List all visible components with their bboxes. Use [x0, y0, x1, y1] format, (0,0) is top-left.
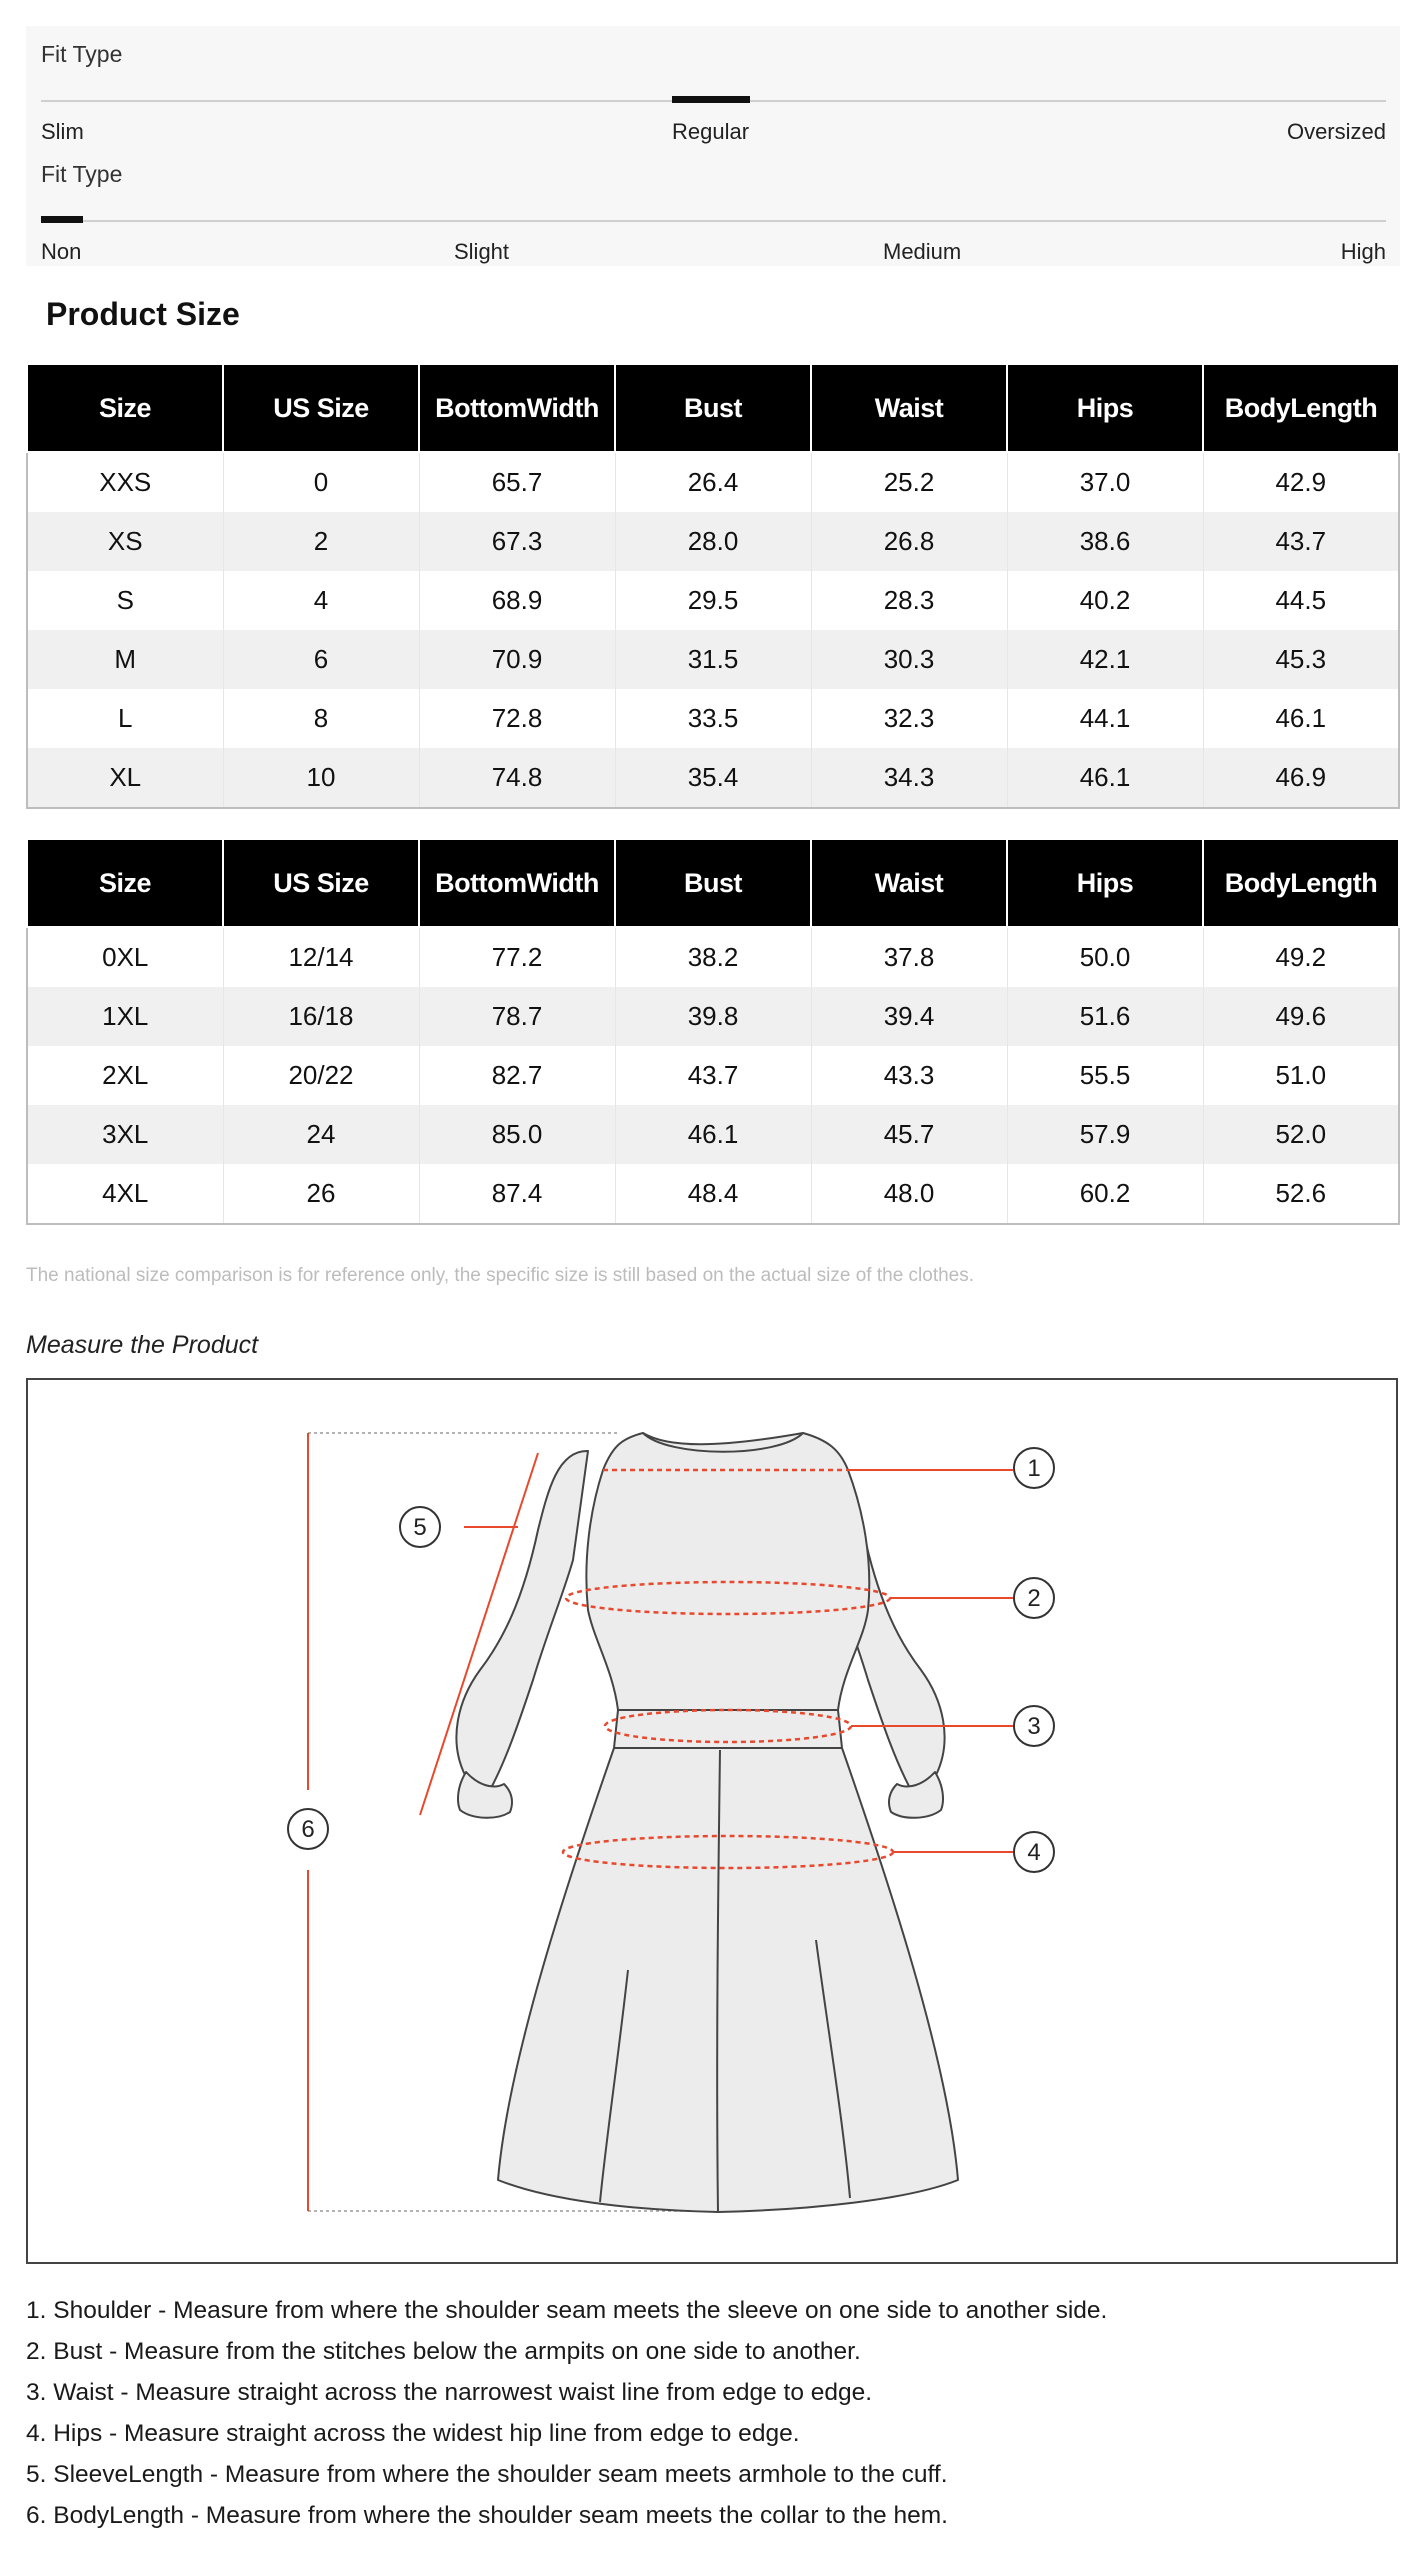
table-cell: 65.7 — [419, 452, 615, 512]
table-cell: 48.4 — [615, 1164, 811, 1224]
table-cell: 82.7 — [419, 1046, 615, 1105]
column-header: BottomWidth — [419, 839, 615, 927]
fit-label-oversized: Oversized — [1286, 119, 1386, 144]
table-cell: 6 — [223, 630, 419, 689]
table-cell: XL — [27, 748, 223, 808]
table-cell: 44.5 — [1203, 571, 1399, 630]
table-row — [27, 1046, 1399, 1105]
table-cell: 51.6 — [1007, 987, 1203, 1046]
table-cell: 85.0 — [419, 1105, 615, 1164]
table-cell: 70.9 — [419, 630, 615, 689]
instruction-body-length: 6. BodyLength - Measure from where the shoulder seam meets the collar to the hem. — [26, 2502, 948, 2529]
table-row — [27, 1164, 1399, 1224]
fit-label-regular: Regular — [672, 119, 750, 144]
table-cell: XXS — [27, 452, 223, 512]
dress-illustration — [28, 1380, 1400, 2266]
measure-title: Measure the Product — [26, 1331, 259, 1359]
table-cell: 51.0 — [1203, 1046, 1399, 1105]
fit-scale-track — [41, 220, 1386, 222]
table-cell: 74.8 — [419, 748, 615, 808]
measure-instructions — [26, 2290, 1107, 2536]
column-header: Size — [27, 839, 223, 927]
table-cell: 39.4 — [811, 987, 1007, 1046]
table-cell: 1XL — [27, 987, 223, 1046]
column-header: BodyLength — [1203, 839, 1399, 927]
table-cell: 68.9 — [419, 571, 615, 630]
marker-label-5: 5 — [413, 1514, 427, 1541]
table-cell: 46.1 — [1203, 689, 1399, 748]
marker-label-1: 1 — [1027, 1455, 1041, 1482]
fit-label-slight: Slight — [454, 239, 510, 264]
column-header: BottomWidth — [419, 364, 615, 452]
instruction-hips: 4. Hips - Measure straight across the widest hip line from edge to edge. — [26, 2420, 800, 2447]
instruction-sleeve-length: 5. SleeveLength - Measure from where the shoulder seam meets armhole to the cuff. — [26, 2461, 948, 2488]
marker-label-3: 3 — [1027, 1713, 1041, 1740]
table-cell: 0XL — [27, 927, 223, 987]
table-cell: 16/18 — [223, 987, 419, 1046]
table-cell: 10 — [223, 748, 419, 808]
size-table-plus — [26, 838, 1400, 1225]
table-cell: 28.0 — [615, 512, 811, 571]
table-cell: 29.5 — [615, 571, 811, 630]
column-header: BodyLength — [1203, 364, 1399, 452]
fit-label-medium: Medium — [883, 239, 962, 264]
table-row — [27, 748, 1399, 808]
table-cell: 52.6 — [1203, 1164, 1399, 1224]
fit-type-title: Fit Type — [41, 41, 123, 67]
table-cell: 43.7 — [615, 1046, 811, 1105]
table-cell: 25.2 — [811, 452, 1007, 512]
fit-label-slim: Slim — [41, 119, 84, 144]
column-header: Waist — [811, 839, 1007, 927]
table-header-row — [27, 364, 1399, 452]
table-cell: 50.0 — [1007, 927, 1203, 987]
table-cell: 2XL — [27, 1046, 223, 1105]
table-cell: 57.9 — [1007, 1105, 1203, 1164]
column-header: Hips — [1007, 839, 1203, 927]
table-row — [27, 512, 1399, 571]
instruction-bust: 2. Bust - Measure from the stitches below the armpits on one side to another. — [26, 2338, 861, 2365]
fit-type-title: Fit Type — [41, 161, 123, 187]
table-row — [27, 452, 1399, 512]
table-cell: 34.3 — [811, 748, 1007, 808]
table-cell: 37.0 — [1007, 452, 1203, 512]
fit-label-high: High — [1340, 239, 1386, 264]
table-cell: 26.8 — [811, 512, 1007, 571]
table-cell: 4XL — [27, 1164, 223, 1224]
table-cell: 77.2 — [419, 927, 615, 987]
table-cell: 87.4 — [419, 1164, 615, 1224]
size-reference-note: The national size comparison is for reference only, the specific size is still based on the actual size of the clothes. — [26, 1265, 975, 1286]
table-cell: 42.9 — [1203, 452, 1399, 512]
table-cell: 38.6 — [1007, 512, 1203, 571]
column-header: Waist — [811, 364, 1007, 452]
table-cell: 48.0 — [811, 1164, 1007, 1224]
table-cell: 12/14 — [223, 927, 419, 987]
fit-scale-selected-marker — [41, 216, 83, 223]
table-row — [27, 630, 1399, 689]
table-cell: 49.6 — [1203, 987, 1399, 1046]
table-cell: 60.2 — [1007, 1164, 1203, 1224]
table-cell: 55.5 — [1007, 1046, 1203, 1105]
table-cell: 46.1 — [1007, 748, 1203, 808]
column-header: Bust — [615, 364, 811, 452]
table-cell: 72.8 — [419, 689, 615, 748]
table-cell: 43.3 — [811, 1046, 1007, 1105]
measure-diagram — [26, 1378, 1398, 2264]
size-table-regular — [26, 363, 1400, 809]
table-cell: 33.5 — [615, 689, 811, 748]
marker-label-4: 4 — [1027, 1839, 1041, 1866]
marker-label-6: 6 — [301, 1816, 315, 1843]
fit-type-panel — [26, 26, 1400, 266]
table-cell: 45.7 — [811, 1105, 1007, 1164]
column-header: Size — [27, 364, 223, 452]
table-cell: 49.2 — [1203, 927, 1399, 987]
table-cell: 20/22 — [223, 1046, 419, 1105]
table-cell: 46.9 — [1203, 748, 1399, 808]
table-cell: 46.1 — [615, 1105, 811, 1164]
table-cell: 43.7 — [1203, 512, 1399, 571]
table-cell: XS — [27, 512, 223, 571]
table-cell: 67.3 — [419, 512, 615, 571]
table-cell: 37.8 — [811, 927, 1007, 987]
table-row — [27, 1105, 1399, 1164]
table-cell: 26 — [223, 1164, 419, 1224]
table-cell: 0 — [223, 452, 419, 512]
table-cell: 52.0 — [1203, 1105, 1399, 1164]
table-row — [27, 571, 1399, 630]
table-row — [27, 987, 1399, 1046]
product-size-title: Product Size — [46, 296, 240, 332]
table-cell: 38.2 — [615, 927, 811, 987]
fit-scale-selected-marker — [672, 96, 750, 103]
table-cell: 31.5 — [615, 630, 811, 689]
column-header: US Size — [223, 364, 419, 452]
table-cell: 40.2 — [1007, 571, 1203, 630]
column-header: US Size — [223, 839, 419, 927]
table-cell: L — [27, 689, 223, 748]
table-cell: 78.7 — [419, 987, 615, 1046]
table-cell: 35.4 — [615, 748, 811, 808]
table-cell: 28.3 — [811, 571, 1007, 630]
column-header: Hips — [1007, 364, 1203, 452]
table-cell: 39.8 — [615, 987, 811, 1046]
table-cell: 2 — [223, 512, 419, 571]
table-cell: 44.1 — [1007, 689, 1203, 748]
table-cell: 45.3 — [1203, 630, 1399, 689]
table-cell: M — [27, 630, 223, 689]
table-row — [27, 689, 1399, 748]
table-cell: 42.1 — [1007, 630, 1203, 689]
table-row — [27, 927, 1399, 987]
fit-label-non: Non — [41, 239, 82, 264]
instruction-shoulder: 1. Shoulder - Measure from where the shoulder seam meets the sleeve on one side to another side. — [26, 2297, 1108, 2324]
table-header-row — [27, 839, 1399, 927]
table-cell: 32.3 — [811, 689, 1007, 748]
table-cell: 26.4 — [615, 452, 811, 512]
column-header: Bust — [615, 839, 811, 927]
table-cell: 24 — [223, 1105, 419, 1164]
table-cell: S — [27, 571, 223, 630]
table-cell: 8 — [223, 689, 419, 748]
table-cell: 30.3 — [811, 630, 1007, 689]
marker-label-2: 2 — [1027, 1585, 1041, 1612]
table-cell: 4 — [223, 571, 419, 630]
instruction-waist: 3. Waist - Measure straight across the narrowest waist line from edge to edge. — [26, 2379, 873, 2406]
table-cell: 3XL — [27, 1105, 223, 1164]
